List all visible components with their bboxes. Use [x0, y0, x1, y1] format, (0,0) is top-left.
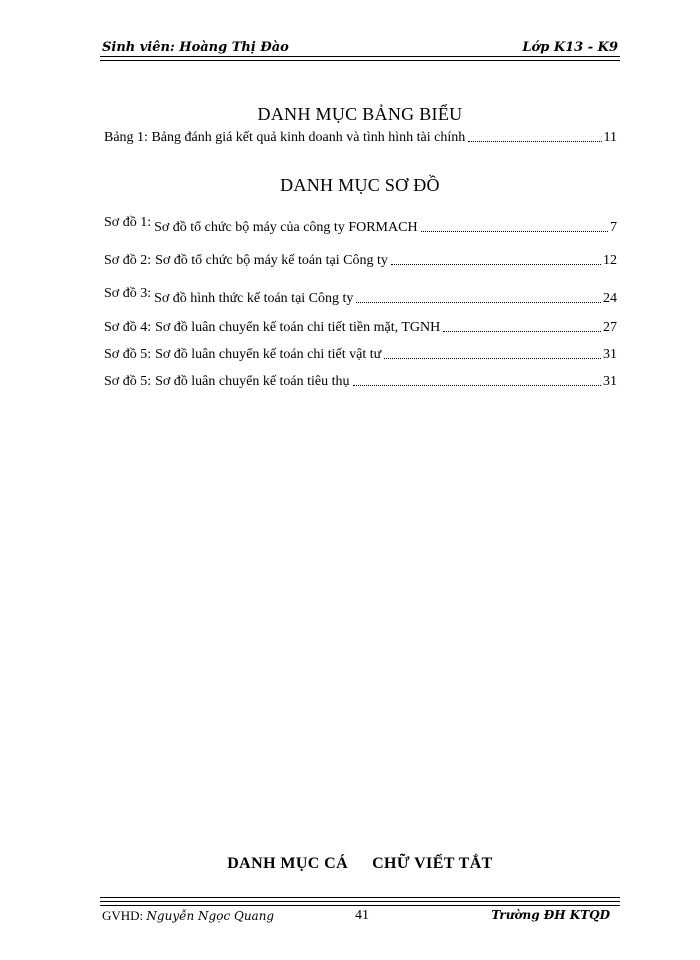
diagram-number: Sơ đồ 1:	[104, 215, 152, 230]
advisor	[102, 908, 274, 924]
diagrams-list-title: DANH MỤC SƠ ĐỒ	[280, 175, 440, 195]
advisor-name: Nguyễn Ngọc Quang	[146, 909, 275, 923]
dot-leader	[353, 385, 601, 386]
dot-leader	[384, 358, 601, 359]
footer-rule-thin	[100, 905, 620, 906]
table-entry	[104, 128, 617, 146]
dot-leader	[468, 141, 601, 142]
table-entry-label: Bảng 1: Bảng đánh giá kết quả kinh doanh và tình hình tài chính	[104, 130, 466, 145]
student-name: Sinh viên: Hoàng Thị Đào	[102, 40, 289, 55]
diagram-label: Sơ đồ tổ chức bộ máy của công ty FORMACH	[154, 220, 418, 235]
diagram-label: Sơ đồ luân chuyển kế toán tiêu thụ	[155, 374, 350, 389]
diagram-entry	[104, 286, 617, 307]
tables-list-title: DANH MỤC BẢNG BIỂU	[257, 104, 463, 124]
page-footer	[100, 908, 620, 928]
diagram-entry	[104, 318, 617, 336]
dot-leader	[421, 231, 608, 232]
diagram-label: Sơ đồ luân chuyển kế toán chi tiết tiền mặt, TGNH	[155, 320, 441, 335]
diagram-label: Sơ đồ tổ chức bộ máy kế toán tại Công ty	[155, 253, 388, 268]
diagram-number: Sơ đồ 5:	[104, 347, 152, 362]
diagram-label: Sơ đồ luân chuyển kế toán chi tiết vật tư	[155, 347, 382, 362]
school-name: Trường ĐH KTQD	[491, 908, 610, 922]
advisor-label: GVHD:	[102, 908, 144, 923]
table-entry-page: 11	[603, 130, 617, 145]
dot-leader	[356, 302, 601, 303]
diagram-entry	[104, 215, 617, 236]
abbreviations-title	[100, 855, 620, 873]
abbreviations-title-end: CHỮ VIẾT TẮT	[372, 855, 493, 872]
header-rule	[100, 56, 620, 61]
diagram-entry	[104, 251, 617, 269]
diagram-number: Sơ đồ 5:	[104, 374, 152, 389]
diagram-label: Sơ đồ hình thức kế toán tại Công ty	[154, 291, 354, 306]
diagram-page: 31	[603, 347, 617, 362]
diagram-page: 24	[603, 291, 617, 306]
diagram-page: 12	[603, 253, 617, 268]
page-number: 41	[355, 908, 369, 923]
diagram-entry	[104, 345, 617, 363]
diagram-number: Sơ đồ 2:	[104, 253, 152, 268]
diagram-page: 7	[610, 220, 617, 235]
dot-leader	[443, 331, 601, 332]
abbreviations-title-start: DANH MỤC CÁ	[227, 855, 349, 872]
diagram-number: Sơ đồ 4:	[104, 320, 152, 335]
dot-leader	[391, 264, 601, 265]
footer-rule	[100, 897, 620, 902]
diagram-entry	[104, 372, 617, 390]
diagram-page: 27	[603, 320, 617, 335]
diagram-number: Sơ đồ 3:	[104, 286, 152, 301]
class-code: Lớp K13 - K9	[522, 40, 618, 55]
diagram-page: 31	[603, 374, 617, 389]
